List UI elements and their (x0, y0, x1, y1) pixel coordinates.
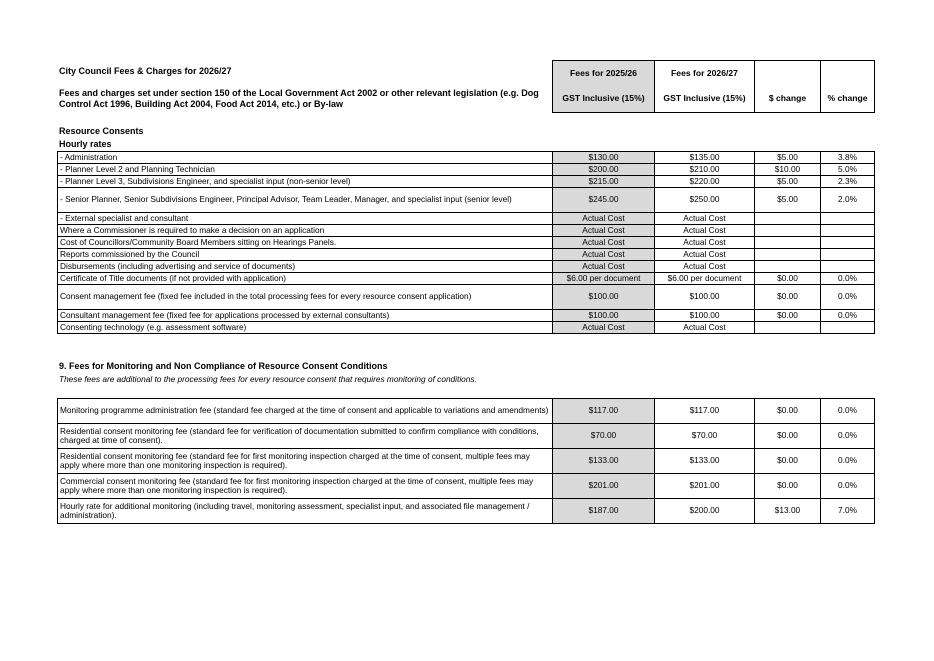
row-percent-change (821, 261, 875, 273)
table-row (58, 176, 875, 188)
row-percent-change: 0.0% (821, 285, 875, 310)
row-new-fee: $70.00 (655, 424, 755, 449)
row-prev-fee: $245.00 (553, 188, 655, 213)
row-description: Disbursements (including advertising and service of documents) (58, 261, 553, 273)
row-description: Cost of Councillors/Community Board Members sitting on Hearings Panels. (58, 237, 553, 249)
row-new-fee: $210.00 (655, 164, 755, 176)
row-prev-fee: $6.00 per document (553, 273, 655, 285)
row-prev-fee: Actual Cost (553, 213, 655, 225)
row-description: Reports commissioned by the Council (58, 249, 553, 261)
row-dollar-change: $5.00 (755, 188, 821, 213)
row-description: - Planner Level 3, Subdivisions Engineer, and specialist input (non-senior level) (58, 176, 553, 188)
table-row (58, 474, 875, 499)
row-dollar-change: $0.00 (755, 310, 821, 322)
row-percent-change: 7.0% (821, 499, 875, 524)
table-row (58, 499, 875, 524)
section-subheading: Hourly rates (59, 139, 112, 149)
table-row (58, 213, 875, 225)
row-description: Monitoring programme administration fee (standard fee charged at the time of consent and applicable to variations and amendments) (58, 399, 553, 424)
row-description: Where a Commissioner is required to make a decision on an application (58, 225, 553, 237)
row-percent-change: 2.3% (821, 176, 875, 188)
row-dollar-change (755, 322, 821, 334)
table-row (58, 188, 875, 213)
section-heading-monitoring: 9. Fees for Monitoring and Non Compliance of Resource Consent Conditions (59, 361, 388, 371)
row-description: Consent management fee (fixed fee included in the total processing fees for every resource consent application) (58, 285, 553, 310)
row-new-fee: Actual Cost (655, 225, 755, 237)
row-dollar-change (755, 261, 821, 273)
row-new-fee: $135.00 (655, 152, 755, 164)
row-new-fee: Actual Cost (655, 213, 755, 225)
page-subtitle: Fees and charges set under section 150 of the Local Government Act 2002 or other relevant legislation (e.g. Dog Control Act 1996, Building Act 2004, Food Act 2014, etc.) or By-law (59, 88, 539, 109)
row-new-fee: $6.00 per document (655, 273, 755, 285)
table-row (58, 322, 875, 334)
row-description: Certificate of Title documents (if not provided with application) (58, 273, 553, 285)
table-row (58, 152, 875, 164)
row-dollar-change (755, 237, 821, 249)
row-prev-fee: $117.00 (553, 399, 655, 424)
row-dollar-change (755, 213, 821, 225)
row-new-fee: $200.00 (655, 499, 755, 524)
table-row (58, 424, 875, 449)
table-row (58, 249, 875, 261)
row-new-fee: $117.00 (655, 399, 755, 424)
col-new-year: Fees for 2026/27 (655, 61, 755, 86)
row-description: - Administration (58, 152, 553, 164)
row-prev-fee: Actual Cost (553, 225, 655, 237)
row-percent-change: 0.0% (821, 424, 875, 449)
row-description: Residential consent monitoring fee (standard fee for first monitoring inspection charged at the time of consent, multiple fees may apply where more than one monitoring inspection is required). (58, 449, 553, 474)
row-dollar-change: $0.00 (755, 474, 821, 499)
col-new-gst: GST Inclusive (15%) (655, 86, 755, 113)
row-prev-fee: Actual Cost (553, 249, 655, 261)
page-title: City Council Fees & Charges for 2026/27 (59, 66, 232, 76)
section-note: These fees are additional to the processing fees for every resource consent that requires monitoring of conditions. (59, 374, 477, 384)
row-percent-change: 3.8% (821, 152, 875, 164)
row-dollar-change: $0.00 (755, 273, 821, 285)
row-new-fee: Actual Cost (655, 237, 755, 249)
table-row (58, 237, 875, 249)
col-prev-year: Fees for 2025/26 (553, 61, 655, 86)
row-prev-fee: $70.00 (553, 424, 655, 449)
row-dollar-change: $0.00 (755, 285, 821, 310)
table-row (58, 261, 875, 273)
row-dollar-change (755, 249, 821, 261)
col-prev-gst: GST Inclusive (15%) (553, 86, 655, 113)
table-row (58, 164, 875, 176)
row-new-fee: $201.00 (655, 474, 755, 499)
row-percent-change (821, 322, 875, 334)
row-prev-fee: Actual Cost (553, 261, 655, 273)
row-prev-fee: $130.00 (553, 152, 655, 164)
row-description: - Planner Level 2 and Planning Technician (58, 164, 553, 176)
row-percent-change (821, 237, 875, 249)
row-dollar-change: $0.00 (755, 399, 821, 424)
row-dollar-change: $0.00 (755, 449, 821, 474)
table-row (58, 225, 875, 237)
row-prev-fee: $215.00 (553, 176, 655, 188)
row-dollar-change: $0.00 (755, 424, 821, 449)
row-percent-change (821, 225, 875, 237)
monitoring-fees-table (57, 398, 875, 524)
row-percent-change: 5.0% (821, 164, 875, 176)
resource-consents-table (57, 151, 875, 334)
row-dollar-change (755, 225, 821, 237)
row-description: Commercial consent monitoring fee (standard fee for first monitoring inspection charged at the time of consent, multiple fees may apply where more than one monitoring inspection is required). (58, 474, 553, 499)
col-dollar-change: $ change (755, 86, 821, 113)
row-description: - External specialist and consultant (58, 213, 553, 225)
row-dollar-change: $5.00 (755, 152, 821, 164)
row-description: - Senior Planner, Senior Subdivisions Engineer, Principal Advisor, Team Leader, Manager, and specialist input (senior level) (58, 188, 553, 213)
row-description: Hourly rate for additional monitoring (including travel, monitoring assessment, specialist input, and associated file management / administration). (58, 499, 553, 524)
table-row (58, 285, 875, 310)
row-percent-change: 0.0% (821, 273, 875, 285)
row-new-fee: Actual Cost (655, 249, 755, 261)
row-prev-fee: $100.00 (553, 285, 655, 310)
col-percent-change: % change (821, 86, 875, 113)
row-dollar-change: $13.00 (755, 499, 821, 524)
row-new-fee: $220.00 (655, 176, 755, 188)
row-prev-fee: $100.00 (553, 310, 655, 322)
table-row (58, 310, 875, 322)
row-percent-change (821, 249, 875, 261)
row-percent-change: 2.0% (821, 188, 875, 213)
row-percent-change (821, 213, 875, 225)
column-header-table (552, 60, 875, 113)
row-new-fee: $133.00 (655, 449, 755, 474)
table-row (58, 399, 875, 424)
row-description: Consultant management fee (fixed fee for applications processed by external consultants) (58, 310, 553, 322)
row-prev-fee: Actual Cost (553, 322, 655, 334)
row-prev-fee: $200.00 (553, 164, 655, 176)
row-description: Consenting technology (e.g. assessment software) (58, 322, 553, 334)
row-prev-fee: Actual Cost (553, 237, 655, 249)
row-prev-fee: $187.00 (553, 499, 655, 524)
row-new-fee: $250.00 (655, 188, 755, 213)
table-row (58, 273, 875, 285)
row-percent-change: 0.0% (821, 399, 875, 424)
row-percent-change: 0.0% (821, 310, 875, 322)
row-description: Residential consent monitoring fee (standard fee for verification of documentation submitted to confirm compliance with conditions, charged at time of consent). (58, 424, 553, 449)
row-prev-fee: $201.00 (553, 474, 655, 499)
section-heading: Resource Consents (59, 126, 144, 136)
row-percent-change: 0.0% (821, 474, 875, 499)
row-new-fee: $100.00 (655, 285, 755, 310)
row-new-fee: Actual Cost (655, 322, 755, 334)
row-dollar-change: $5.00 (755, 176, 821, 188)
row-prev-fee: $133.00 (553, 449, 655, 474)
row-dollar-change: $10.00 (755, 164, 821, 176)
table-row (58, 449, 875, 474)
row-percent-change: 0.0% (821, 449, 875, 474)
row-new-fee: Actual Cost (655, 261, 755, 273)
row-new-fee: $100.00 (655, 310, 755, 322)
